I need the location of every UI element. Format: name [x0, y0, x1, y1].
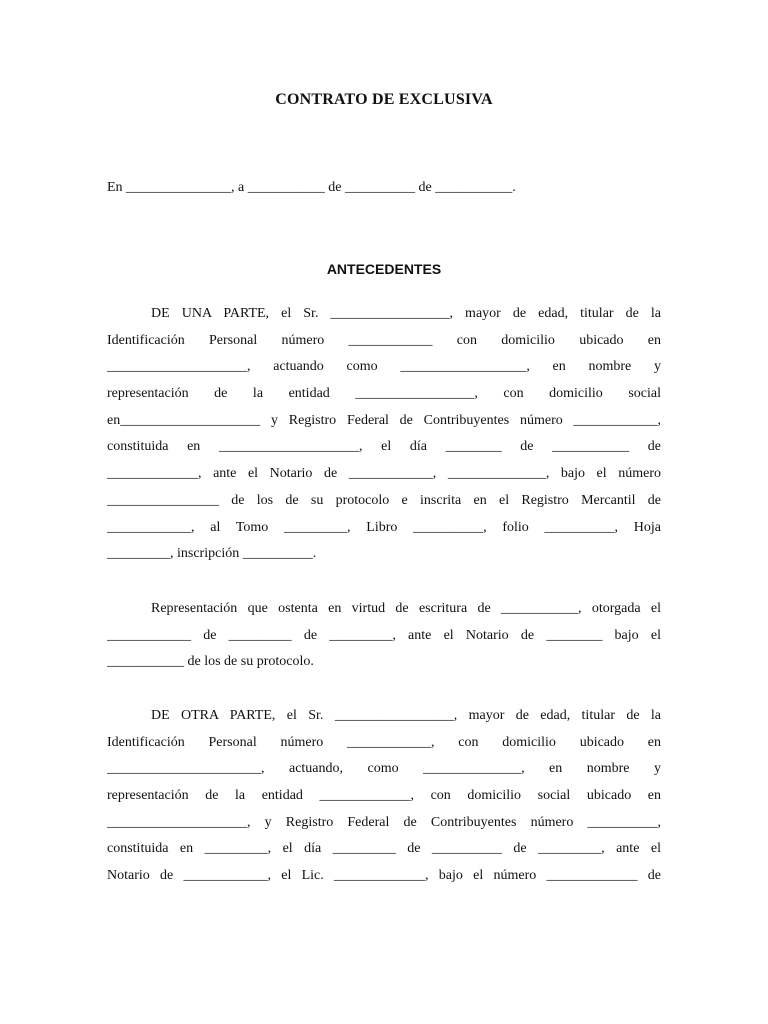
text-line: ____________, al Tomo _________, Libro __________, folio __________, Hoja	[107, 519, 661, 535]
paragraph-primera-parte	[107, 301, 661, 568]
text-line: _____________, ante el Notario de ____________, ______________, bajo el número	[107, 466, 661, 482]
text-line: ______________________, actuando, como ______________, en nombre y	[107, 761, 661, 777]
text-line: DE UNA PARTE, el Sr. _________________, mayor de edad, titular de la	[151, 306, 661, 321]
text-line: representación de la entidad _________________, con domicilio social	[107, 386, 661, 402]
text-line: ____________________, y Registro Federal de Contribuyentes número __________,	[107, 814, 661, 830]
text-line: ___________ de los de su protocolo.	[107, 654, 314, 670]
section-title: ANTECEDENTES	[326, 261, 442, 277]
text-line: _________, inscripción __________.	[107, 546, 317, 562]
document-title: CONTRATO DE EXCLUSIVA	[275, 91, 493, 108]
text-line: ____________ de _________ de _________, ante el Notario de ________ bajo el	[107, 627, 661, 643]
paragraph-segunda-parte	[107, 703, 661, 890]
paragraph-representacion	[107, 596, 661, 676]
text-line: constituida en ____________________, el día ________ de ___________ de	[107, 439, 661, 455]
text-line: ____________________, actuando como __________________, en nombre y	[107, 359, 661, 375]
text-line: representación de la entidad _____________, con domicilio social ubicado en	[107, 788, 661, 804]
date-place-line: En _______________, a ___________ de __________ de ___________.	[107, 180, 516, 195]
text-line: ________________ de los de su protocolo e inscrita en el Registro Mercantil de	[107, 492, 661, 508]
text-line: Notario de ____________, el Lic. _____________, bajo el número _____________ de	[107, 868, 661, 884]
text-line: Representación que ostenta en virtud de escritura de ___________, otorgada el	[151, 601, 661, 616]
text-line: Identificación Personal número ____________, con domicilio ubicado en	[107, 734, 661, 750]
text-line: constituida en _________, el día _________ de __________ de _________, ante el	[107, 841, 661, 857]
text-line: Identificación Personal número ____________ con domicilio ubicado en	[107, 332, 661, 348]
text-line: en____________________ y Registro Federal de Contribuyentes número ____________,	[107, 412, 661, 428]
text-line: DE OTRA PARTE, el Sr. _________________, mayor de edad, titular de la	[151, 708, 661, 723]
